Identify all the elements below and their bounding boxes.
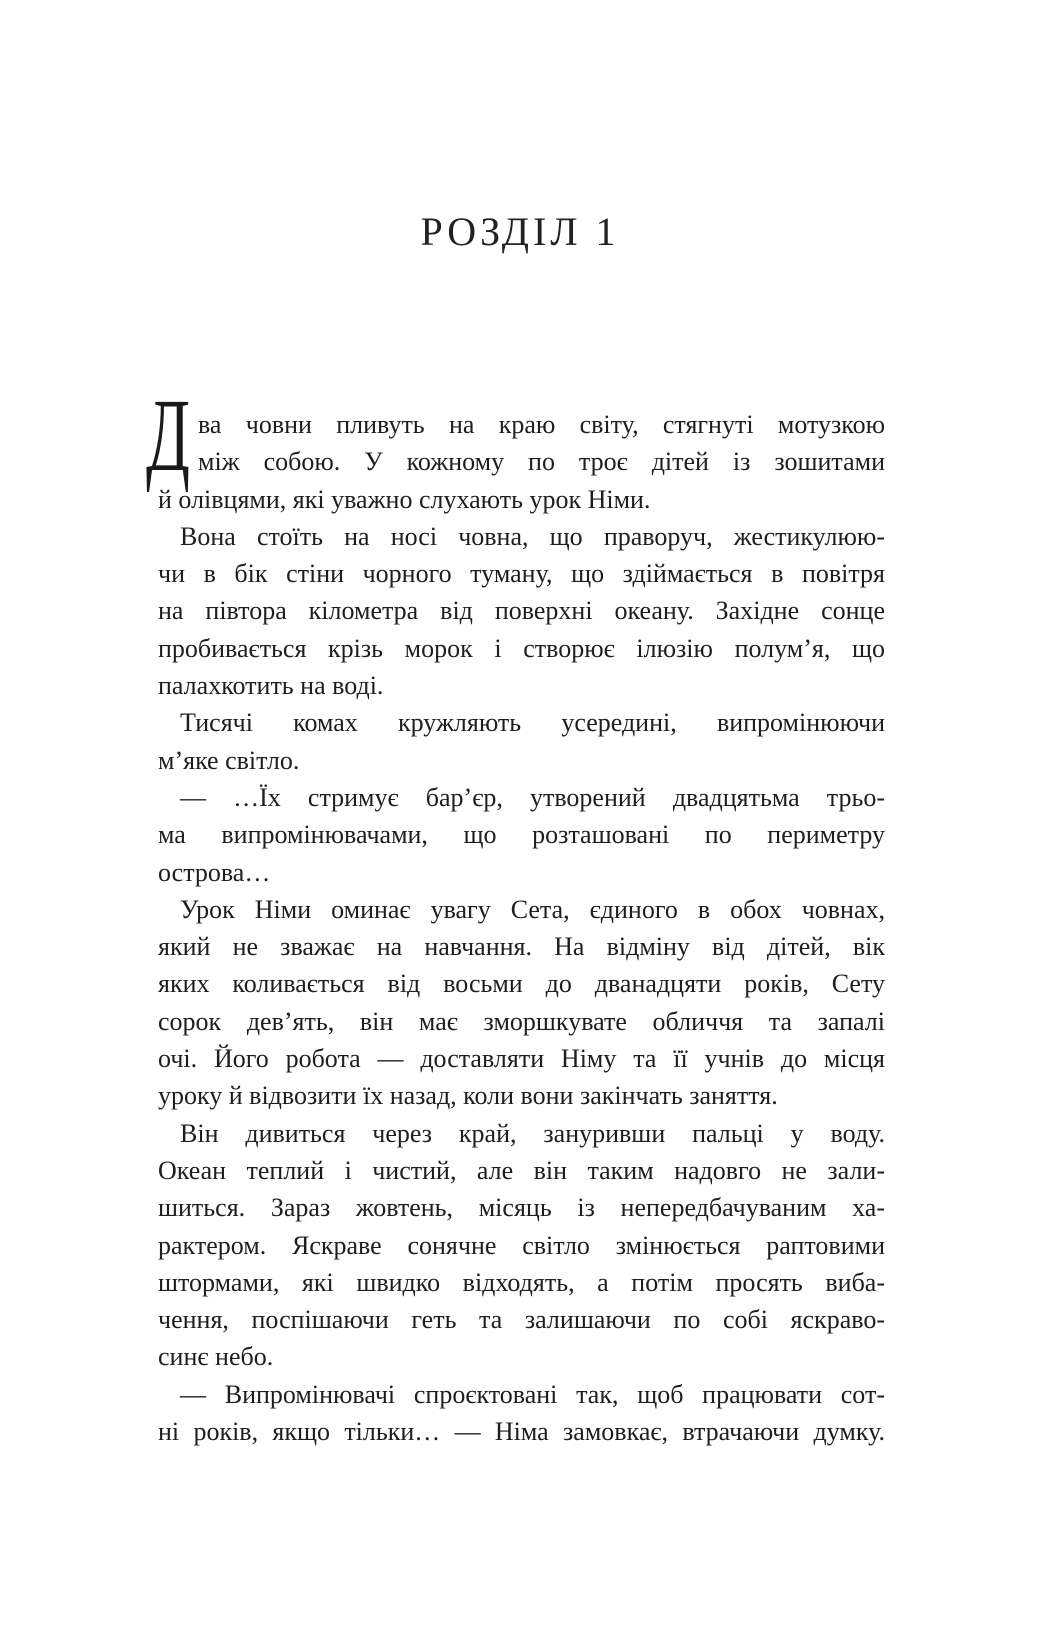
text-line: Урок Німи оминає увагу Сета, єдиного в обох човнах, xyxy=(180,894,885,924)
text-line: острова… xyxy=(158,857,271,887)
text-line: ні років, якщо тільки… — Німа замовкає, втрачаючи думку. xyxy=(158,1417,885,1447)
text-line: Вона стоїть на носі човна, що праворуч, жестикулюю- xyxy=(180,521,885,551)
text-line: Океан теплий і чистий, але він таким надовго не зали- xyxy=(158,1155,885,1185)
text-line: рактером. Яскраве сонячне світло змінюється раптовими xyxy=(158,1230,885,1260)
text-line: палахкотить на воді. xyxy=(158,671,384,701)
text-line: уроку й відвозити їх назад, коли вони закінчать заняття. xyxy=(158,1081,778,1111)
text-line: Він дивиться через край, зануривши пальці у воду. xyxy=(180,1118,885,1148)
text-line: чення, поспішаючи геть та залишаючи по собі яскраво- xyxy=(158,1305,885,1335)
text-line: між собою. У кожному по троє дітей із зошитами xyxy=(198,447,885,477)
text-line: сорок дев’ять, він має зморшкувате обличчя та запалі xyxy=(158,1006,885,1036)
text-line: чи в бік стіни чорного туману, що здіймається в повітря xyxy=(158,559,885,589)
text-line: й олівцями, які уважно слухають урок Німи. xyxy=(158,484,651,514)
text-line: м’яке світло. xyxy=(158,745,300,775)
chapter-body xyxy=(158,406,885,1450)
text-line: ва човни пливуть на краю світу, стягнуті мотузкою xyxy=(198,410,885,439)
chapter-title: РОЗДІЛ 1 xyxy=(420,209,620,254)
text-line: Тисячі комах кружляють усередині, випромінюючи xyxy=(180,708,885,738)
text-line: ма випромінювачами, що розташовані по периметру xyxy=(158,820,885,850)
text-line: пробивається крізь морок і створює ілюзію полум’я, що xyxy=(158,633,885,663)
text-line: штормами, які швидко відходять, а потім просять виба- xyxy=(158,1267,885,1297)
text-line: — Випромінювачі спроєктовані так, щоб працювати сот- xyxy=(180,1379,885,1409)
drop-cap: Д xyxy=(146,378,190,493)
text-line: яких коливається від восьми до дванадцяти років, Сету xyxy=(158,969,885,999)
text-line: шиться. Зараз жовтень, місяць із непередбачуваним ха- xyxy=(158,1193,885,1223)
text-line: який не зважає на навчання. На відміну від дітей, вік xyxy=(158,932,885,962)
text-line: — …Їх стримує бар’єр, утворений двадцятьма трьо- xyxy=(180,782,885,812)
text-line: очі. Його робота — доставляти Німу та її учнів до місця xyxy=(158,1044,885,1074)
text-line: синє небо. xyxy=(158,1342,274,1372)
text-line: на півтора кілометра від поверхні океану. Західне сонце xyxy=(158,596,885,626)
